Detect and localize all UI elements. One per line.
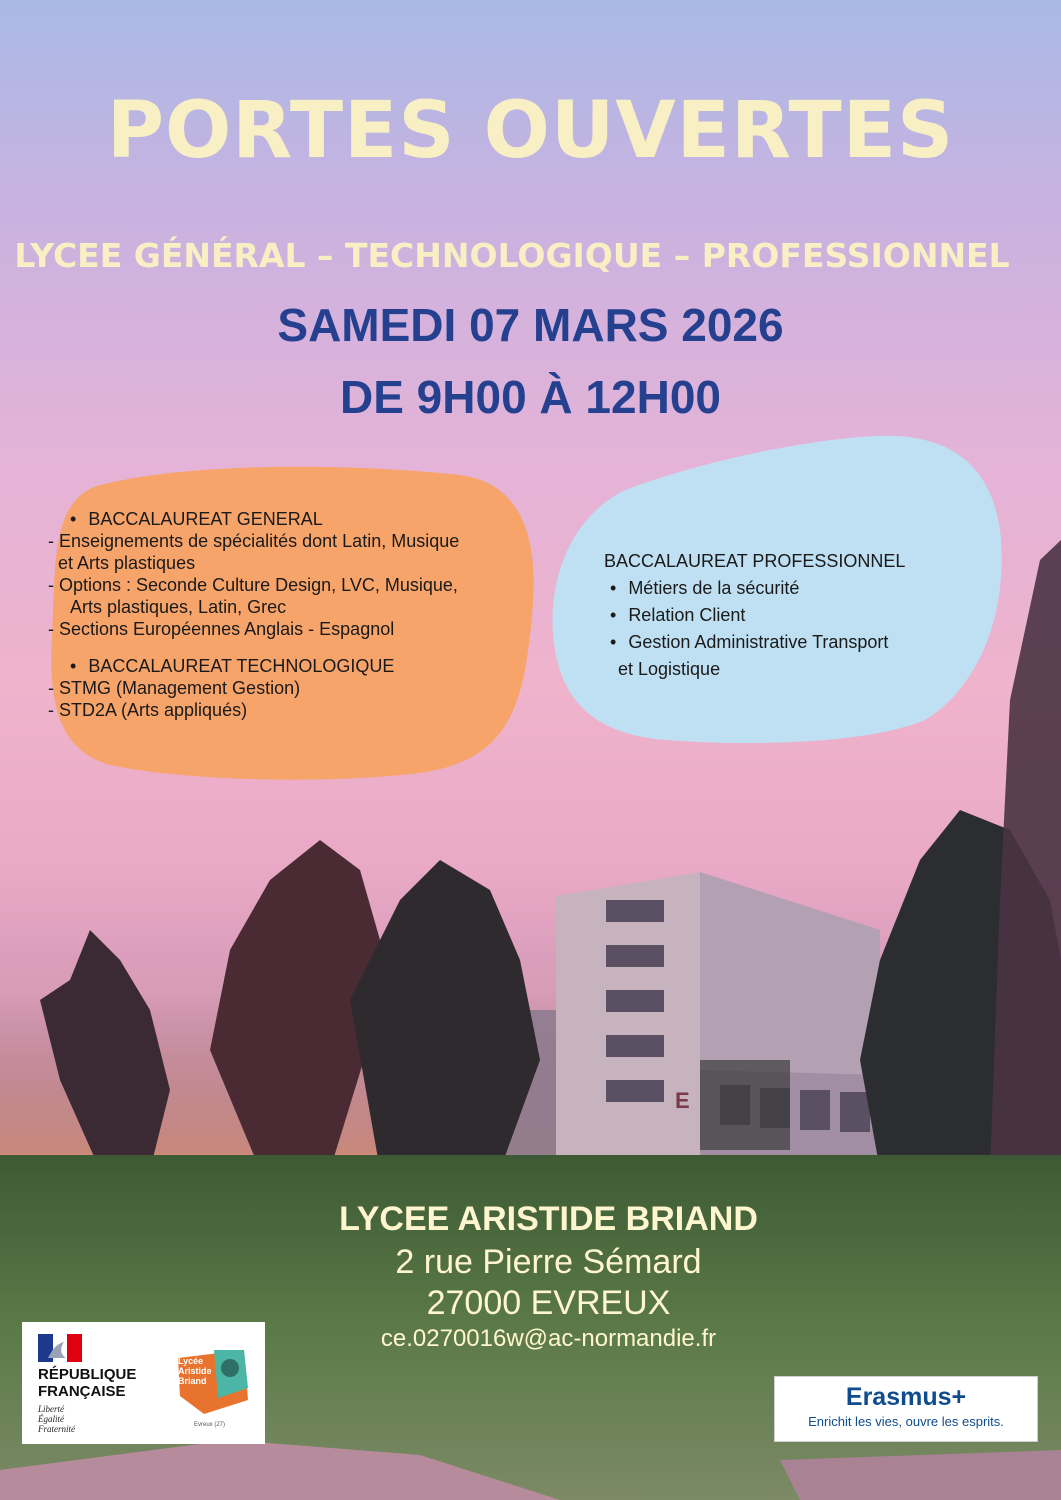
school-logo-line: Briand: [178, 1376, 207, 1386]
building-letter: E: [675, 1088, 690, 1113]
school-logo-line: Lycée: [178, 1356, 204, 1366]
erasmus-tagline: Enrichit les vies, ouvre les esprits.: [808, 1414, 1004, 1429]
school-logo-caption: Evreux (27): [194, 1422, 226, 1428]
general-box: [48, 508, 528, 721]
erasmus-name: Erasmus+: [845, 1383, 967, 1411]
republic-line: FRANÇAISE: [38, 1383, 126, 1400]
bac-general-heading: • BACCALAUREAT GENERAL: [48, 508, 528, 530]
bac-general-line: - Sections Européennes Anglais - Espagnol: [48, 619, 395, 639]
erasmus-card: [774, 1376, 1038, 1442]
bac-pro-heading: BACCALAUREAT PROFESSIONNEL: [604, 551, 906, 571]
bac-pro-item: • Métiers de la sécurité: [604, 575, 984, 602]
bac-general-line: et Arts plastiques: [58, 553, 196, 573]
motto-line: Liberté: [38, 1404, 64, 1414]
motto-line: Fraternité: [38, 1424, 75, 1434]
poster-title: PORTES OUVERTES: [106, 86, 955, 176]
event-date: SAMEDI 07 MARS 2026: [277, 299, 784, 351]
bac-techno-line: - STMG (Management Gestion): [48, 678, 301, 698]
republic-motto: [38, 1404, 75, 1434]
school-email: ce.0270016w@ac-normandie.fr: [380, 1325, 717, 1352]
logos-card: [22, 1322, 265, 1444]
school-street: 2 rue Pierre Sémard: [395, 1243, 702, 1281]
bac-techno-line: - STD2A (Arts appliqués): [48, 700, 248, 720]
bac-pro-item: • Relation Client: [604, 602, 984, 629]
bac-general-line: Arts plastiques, Latin, Grec: [70, 597, 287, 617]
pro-box: [604, 548, 984, 683]
marianne-icon: [38, 1334, 82, 1362]
bac-pro-item: • Gestion Administrative Transport: [604, 629, 984, 656]
bac-general-line: - Options : Seconde Culture Design, LVC, Musique,: [48, 575, 458, 595]
motto-line: Égalité: [38, 1414, 64, 1424]
event-time: DE 9H00 À 12H00: [340, 371, 721, 423]
school-city: 27000 EVREUX: [426, 1284, 671, 1322]
republic-line: RÉPUBLIQUE: [38, 1366, 137, 1383]
republic-logo-text: [38, 1366, 136, 1400]
school-name: LYCEE ARISTIDE BRIAND: [339, 1200, 758, 1238]
school-logo-line: Aristide: [178, 1366, 212, 1376]
bac-general-line: - Enseignements de spécialités dont Latin, Musique: [48, 531, 460, 551]
bac-pro-item: et Logistique: [618, 659, 721, 679]
school-logo-text: [178, 1356, 212, 1386]
poster-subtitle: LYCEE GÉNÉRAL – TECHNOLOGIQUE – PROFESSIONNEL: [14, 236, 1010, 275]
bac-techno-heading: • BACCALAUREAT TECHNOLOGIQUE: [48, 655, 528, 677]
